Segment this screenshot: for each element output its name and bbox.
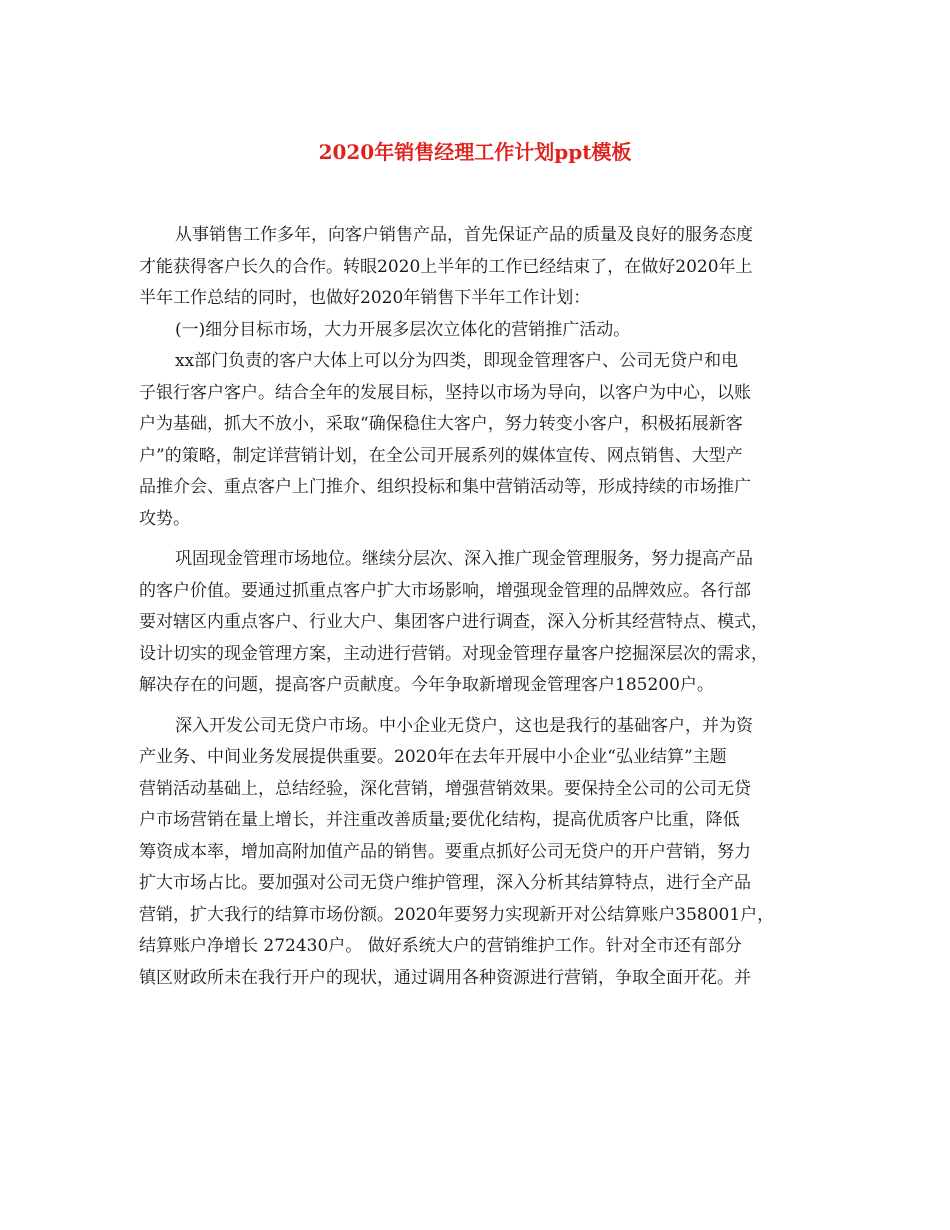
text-line: 结算账户净增长 272430户。 做好系统大户的营销维护工作。针对全市还有部分 [139, 936, 742, 956]
text-line: 户”的策略，制定详营销计划，在全公司开展系列的媒体宣传、网点销售、大型产 [139, 445, 743, 466]
text-line: 子银行客户客户。结合全年的发展目标，坚持以市场为导向，以客户为中心，以账 [139, 382, 751, 403]
text-line: 营销活动基础上，总结经验，深化营销，增强营销效果。要保持全公司的公司无贷 [139, 778, 751, 799]
text-line: 设计切实的现金管理方案，主动进行营销。对现金管理存量客户挖掘深层次的需求， [139, 643, 768, 664]
text-line: 筹资成本率，增加高附加值产品的销售。要重点抓好公司无贷户的开户营销，努力 [139, 841, 751, 862]
text-line: 解决存在的问题，提高客户贡献度。今年争取新增现金管理客户185200户。 [139, 675, 714, 695]
text-line: 深入开发公司无贷户市场。中小企业无贷户，这也是我行的基础客户，并为资 [175, 715, 753, 736]
text-line: xx部门负责的客户大体上可以分为四类，即现金管理客户、公司无贷户和电 [175, 351, 739, 371]
text-line: 的客户价值。要通过抓重点客户扩大市场影响，增强现金管理的品牌效应。各行部 [139, 580, 751, 601]
document-body [139, 220, 821, 994]
text-line: 户市场营销在量上增长，并注重改善质量;要优化结构，提高优质客户比重，降低 [139, 810, 740, 830]
text-line: 攻势。 [139, 508, 190, 529]
text-line: 扩大市场占比。要加强对公司无贷户维护管理，深入分析其结算特点，进行全产品 [139, 873, 751, 893]
text-line: 营销，扩大我行的结算市场份额。2020年要努力实现新开对公结算账户358001户， [139, 904, 775, 925]
text-line: 半年工作总结的同时，也做好2020年销售下半年工作计划： [139, 288, 591, 308]
text-line: 要对辖区内重点客户、行业大户、集团客户进行调查，深入分析其经营特点、模式， [139, 612, 768, 632]
text-line: 才能获得客户长久的合作。转眼2020上半年的工作已经结束了，在做好2020年上 [139, 256, 753, 277]
text-line: 品推介会、重点客户上门推介、组织投标和集中营销活动等，形成持续的市场推广 [139, 477, 751, 497]
text-line: 从事销售工作多年，向客户销售产品，首先保证产品的质量及良好的服务态度 [175, 225, 753, 245]
text-line: 产业务、中间业务发展提供重要。2020年在去年开展中小企业“弘业结算”主题 [139, 747, 727, 767]
text-line: 镇区财政所未在我行开户的现状，通过调用各种资源进行营销，争取全面开花。并 [139, 967, 751, 988]
text-line: 巩固现金管理市场地位。继续分层次、深入推广现金管理服务，努力提高产品 [175, 549, 753, 569]
text-line: (一)细分目标市场，大力开展多层次立体化的营销推广活动。 [175, 319, 631, 340]
text-line: 户为基础，抓大不放小，采取“确保稳住大客户，努力转变小客户，积极拓展新客 [139, 414, 743, 434]
document-title: 2020年销售经理工作计划ppt模板 [318, 140, 632, 164]
